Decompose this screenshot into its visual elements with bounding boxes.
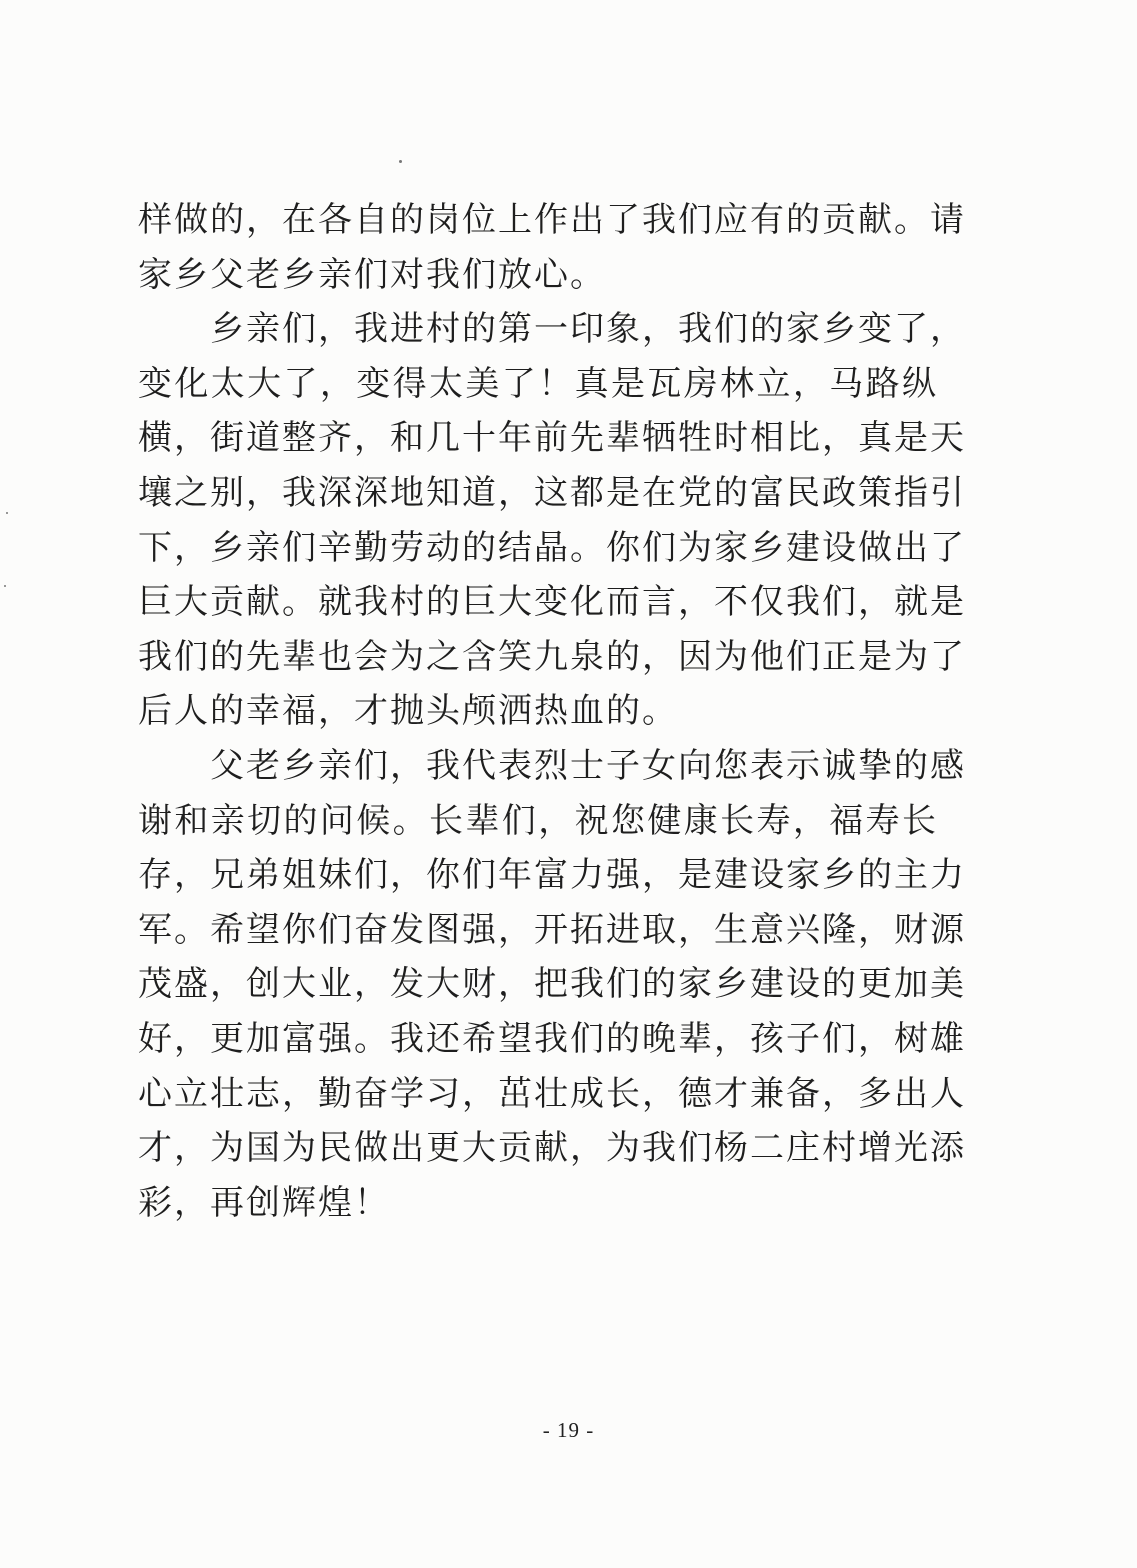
text-line: 父老乡亲们，我代表烈士子女向您表示诚挚的感 <box>138 745 966 786</box>
text-line: 存，兄弟姐妹们，你们年富力强，是建设家乡的主力 <box>138 855 966 896</box>
scan-speck <box>6 512 8 514</box>
scan-speck <box>399 160 402 163</box>
text-line: 下，乡亲们辛勤劳动的结晶。你们为家乡建设做出了 <box>138 527 966 568</box>
text-line: 样做的，在各自的岗位上作出了我们应有的贡献。请 <box>138 200 966 240</box>
text-line: 彩，再创辉煌！ <box>138 1182 390 1223</box>
text-line: 乡亲们，我进村的第一印象，我们的家乡变了， <box>138 309 966 350</box>
text-line: 才，为国为民做出更大贡献，为我们杨二庄村增光添 <box>138 1128 966 1169</box>
text-line: 家乡父老乡亲们对我们放心。 <box>138 254 606 295</box>
scan-speck <box>4 585 6 587</box>
text-line: 壤之别，我深深地知道，这都是在党的富民政策指引 <box>138 472 966 513</box>
text-line: 变化太大了，变得太美了！真是瓦房林立，马路纵 <box>138 363 938 404</box>
text-line: 后人的幸福，才抛头颅洒热血的。 <box>138 691 678 732</box>
text-line: 我们的先辈也会为之含笑九泉的，因为他们正是为了 <box>138 636 966 677</box>
text-line: 好，更加富强。我还希望我们的晚辈，孩子们，树雄 <box>138 1018 966 1059</box>
page-number: - 19 - <box>542 1418 595 1442</box>
text-line: 横，街道整齐，和几十年前先辈牺牲时相比，真是天 <box>138 418 966 459</box>
text-line: 心立壮志，勤奋学习，茁壮成长，德才兼备，多出人 <box>138 1073 966 1114</box>
text-line: 谢和亲切的问候。长辈们，祝您健康长寿，福寿长 <box>138 800 938 841</box>
body-text <box>138 193 966 1230</box>
text-line: 巨大贡献。就我村的巨大变化而言，不仅我们，就是 <box>138 582 966 623</box>
text-line: 军。希望你们奋发图强，开拓进取，生意兴隆，财源 <box>138 909 966 950</box>
text-line: 茂盛，创大业，发大财，把我们的家乡建设的更加美 <box>138 964 966 1005</box>
